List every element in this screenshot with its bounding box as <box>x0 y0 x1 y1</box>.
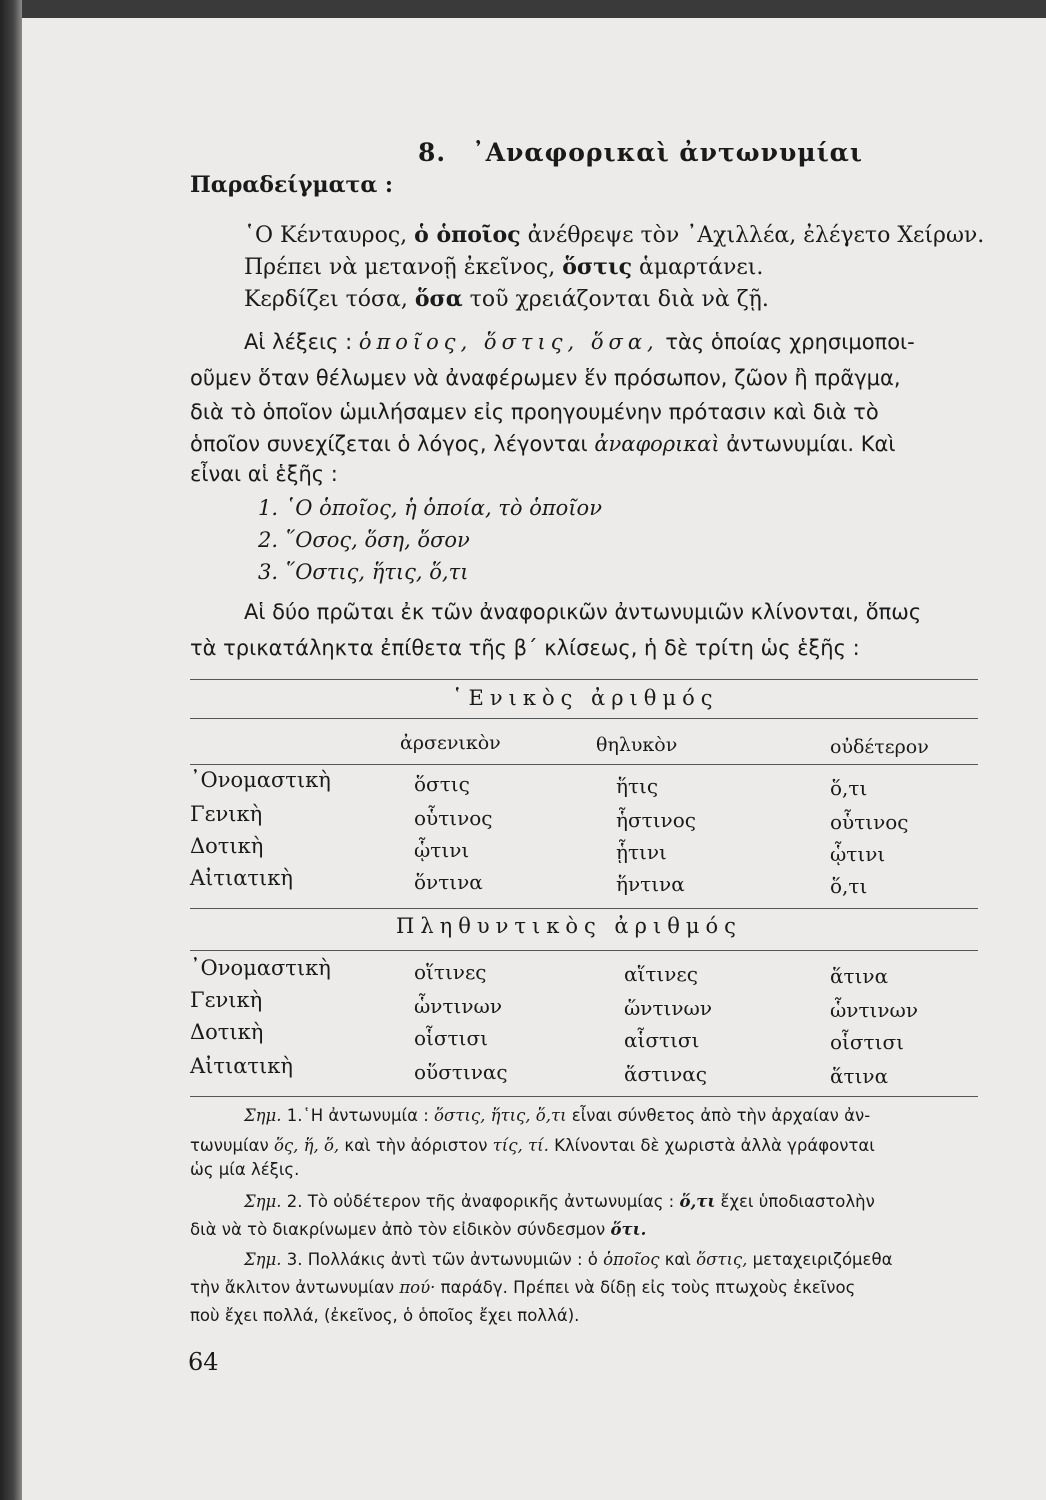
table-rule <box>190 950 978 951</box>
note-line: διὰ νὰ τὸ διακρίνωμεν ἀπὸ τὸν εἰδικὸν σύνδεσμον ὅτι. <box>190 1220 647 1239</box>
paragraph-line: τὰ τρικατάληκτα ἐπίθετα τῆς β΄ κλίσεως, ἡ δὲ τρίτη ὡς ἑξῆς : <box>190 636 860 660</box>
column-header-masculine: ἀρσενικὸν <box>400 732 501 754</box>
paragraph-line: διὰ τὸ ὁποῖον ὡμιλήσαμεν εἰς προηγουμένην πρότασιν καὶ διὰ τὸ <box>190 400 879 424</box>
section-number: 8. <box>418 138 447 167</box>
note-line: τὴν ἄκλιτον ἀντωνυμίαν πού· παράδγ. Πρέπει νὰ δίδῃ εἰς τοὺς πτωχοὺς ἐκεῖνος <box>190 1278 856 1297</box>
table-rule <box>190 1096 978 1097</box>
paragraph-line: εἶναι αἱ ἑξῆς : <box>190 462 338 486</box>
list-item: 1. ῾Ο ὁποῖος, ἡ ὁποία, τὸ ὁποῖον <box>258 496 602 520</box>
note-line: ὡς μία λέξις. <box>190 1160 300 1179</box>
paragraph-line: Αἱ δύο πρῶται ἐκ τῶν ἀναφορικῶν ἀντωνυμιῶν κλίνονται, ὅπως <box>244 600 922 624</box>
example-line: ῾Ο Κένταυρος, ὁ ὁποῖος ἀνέθρεψε τὸν ᾿Αχιλλέα, ἐλέγετο Χείρων. <box>244 222 985 248</box>
paragraph-line: οῦμεν ὅταν θέλωμεν νὰ ἀναφέρωμεν ἕν πρόσωπον, ζῶον ἢ πρᾶγμα, <box>190 366 901 390</box>
table-rule <box>190 764 978 765</box>
paragraph-line: ὁποῖον συνεχίζεται ὁ λόγος, λέγονται ἀναφορικαὶ ἀντωνυμίαι. Καὶ <box>190 432 896 456</box>
section-heading <box>418 138 863 167</box>
page-number: 64 <box>188 1348 219 1376</box>
table-rule <box>190 718 978 719</box>
note-line: Σημ. 2. Τὸ οὐδέτερον τῆς ἀναφορικῆς ἀντωνυμίας : ὅ,τι ἔχει ὑποδιαστολὴν <box>244 1192 875 1211</box>
column-header-feminine: θηλυκὸν <box>596 734 678 756</box>
list-item: 2. ῞Οσος, ὅση, ὅσον <box>258 528 470 552</box>
plural-title: Πληθυντικὸς ἀριθμός <box>396 914 742 938</box>
examples-heading: Παραδείγματα : <box>190 172 394 198</box>
scan-edge-top <box>0 0 1046 18</box>
scan-edge-left <box>0 0 22 1500</box>
singular-title: ῾Ενικὸς ἀριθμός <box>452 686 719 710</box>
example-line: Πρέπει νὰ μετανοῇ ἐκεῖνος, ὅστις ἁμαρτάνει. <box>244 254 764 280</box>
note-line: Σημ. 1.῾Η ἀντωνυμία : ὅστις, ἥτις, ὅ,τι εἶναι σύνθετος ἀπὸ τὴν ἀρχαίαν ἀν- <box>244 1106 871 1125</box>
table-rule <box>190 908 978 909</box>
note-line: ποὺ ἔχει πολλά, (ἐκεῖνος, ὁ ὁποῖος ἔχει πολλά). <box>190 1306 580 1325</box>
paragraph-line: Αἱ λέξεις : ὁποῖος, ὅστις, ὅσα, τὰς ὁποίας χρησιμοποι- <box>244 330 915 354</box>
list-item: 3. ῞Οστις, ἥτις, ὅ,τι <box>258 560 469 584</box>
example-line: Κερδίζει τόσα, ὅσα τοῦ χρειάζονται διὰ νὰ ζῇ. <box>244 286 769 312</box>
section-title: ᾿Αναφορικαὶ ἀντωνυμίαι <box>472 138 864 167</box>
table-rule <box>190 679 978 680</box>
note-line: Σημ. 3. Πολλάκις ἀντὶ τῶν ἀντωνυμιῶν : ὁ ὁποῖος καὶ ὅστις, μεταχειριζόμεθα <box>244 1250 893 1269</box>
column-header-neuter: οὐδέτερον <box>830 736 929 758</box>
note-line: τωνυμίαν ὅς, ἥ, ὅ, καὶ τὴν ἀόριστον τίς, τί. Κλίνονται δὲ χωριστὰ ἀλλὰ γράφονται <box>190 1136 875 1155</box>
